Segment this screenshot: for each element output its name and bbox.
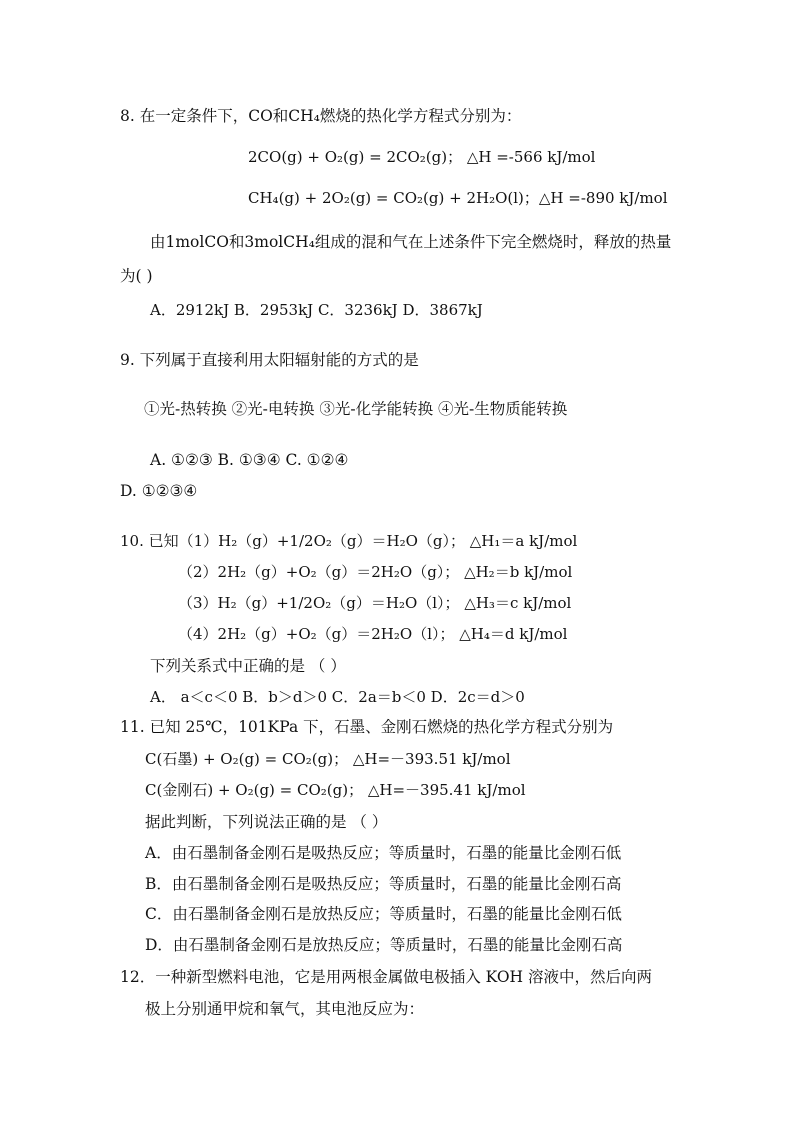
q8-equation-2: CH₄(g) + 2O₂(g) = CO₂(g) + 2H₂O(l)；△H =-890 kJ/mol [248,189,668,207]
q11-option-b: B．由石墨制备金刚石是吸热反应；等质量时，石墨的能量比金刚石高 [145,875,622,893]
q8-body-line-2: 为( ) [120,267,153,285]
q8-body-line-1: 由1molCO和3molCH₄组成的混和气在上述条件下完全燃烧时，释放的热量 [150,233,672,251]
q11-question: 据此判断，下列说法正确的是 （ ） [145,813,388,831]
q10-equation-3: （3）H₂（g）+1/2O₂（g）＝H₂O（l）； △H₃＝c kJ/mol [178,594,572,612]
q11-option-d: D．由石墨制备金刚石是放热反应；等质量时，石墨的能量比金刚石高 [145,936,623,954]
q9-items: ①光-热转换 ②光-电转换 ③光-化学能转换 ④光-生物质能转换 [144,400,568,418]
q8-stem: 8. 在一定条件下，CO和CH₄燃烧的热化学方程式分别为： [120,107,522,125]
q11-option-c: C．由石墨制备金刚石是放热反应；等质量时，石墨的能量比金刚石低 [145,905,622,923]
q10-stem: 10. 已知（1）H₂（g）+1/2O₂（g）＝H₂O（g）； △H₁＝a kJ/mol [120,532,578,550]
q8-options: A．2912kJ B．2953kJ C．3236kJ D．3867kJ [150,301,483,319]
q10-options: A． a＜c＜0 B．b＞d＞0 C．2a＝b＜0 D．2c＝d＞0 [150,688,525,706]
q9-options-line-2: D. ①②③④ [120,482,198,500]
q10-equation-4: （4）2H₂（g）+O₂（g）＝2H₂O（l）； △H₄＝d kJ/mol [178,625,568,643]
q11-stem: 11. 已知 25℃，101KPa 下，石墨、金刚石燃烧的热化学方程式分别为 [120,718,614,736]
q9-options-line-1: A. ①②③ B. ①③④ C. ①②④ [150,451,349,469]
q9-stem: 9. 下列属于直接利用太阳辐射能的方式的是 [120,351,419,369]
q11-equation-1: C(石墨) + O₂(g) = CO₂(g)； △H=－393.51 kJ/mol [145,750,511,768]
q12-stem-line-2: 极上分别通甲烷和氧气，其电池反应为： [145,1000,425,1018]
q10-question: 下列关系式中正确的是 （ ） [150,657,346,675]
q11-option-a: A．由石墨制备金刚石是吸热反应；等质量时，石墨的能量比金刚石低 [145,844,622,862]
q8-equation-1: 2CO(g) + O₂(g) = 2CO₂(g)； △H =-566 kJ/mol [248,148,596,166]
q11-equation-2: C(金刚石) + O₂(g) = CO₂(g)； △H=－395.41 kJ/mol [145,781,526,799]
q10-equation-2: （2）2H₂（g）+O₂（g）＝2H₂O（g）； △H₂＝b kJ/mol [178,563,573,581]
q12-stem: 12．一种新型燃料电池，它是用两根金属做电极插入 KOH 溶液中，然后向两 [120,968,652,986]
